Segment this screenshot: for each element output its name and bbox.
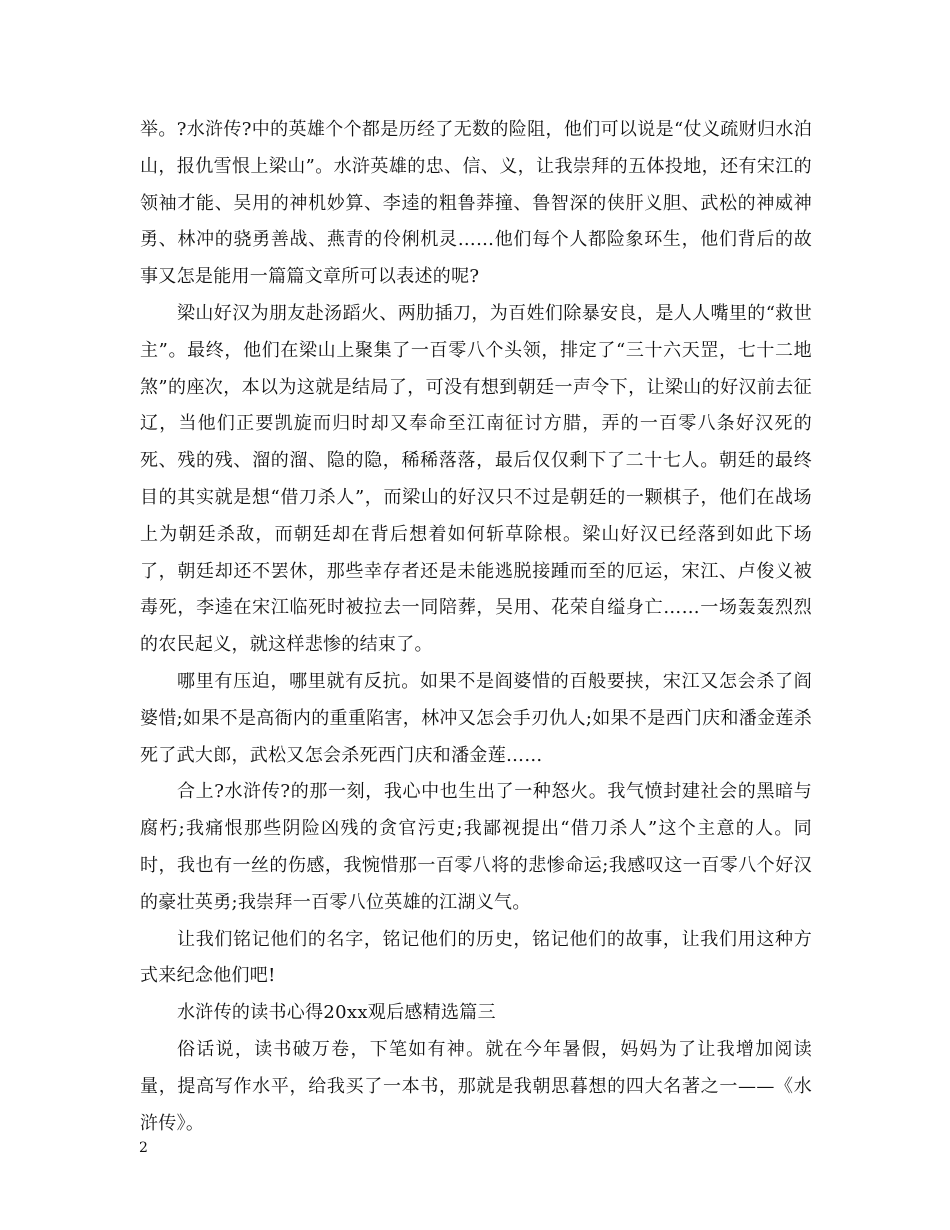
paragraph-1: 举。?水浒传?中的英雄个个都是历经了无数的险阻，他们可以说是“仗义疏财归水泊山，报仇雪恨上梁山”。水浒英雄的忠、信、义，让我崇拜的五体投地，还有宋江的领袖才能、吴用的神机妙算、李逵的粗鲁莽撞、鲁智深的侠肝义胆、武松的神威神勇、林冲的骁勇善战、燕青的伶俐机灵……他们每个人都险象环生，他们背后的故事又怎是能用一篇篇文章所可以表述的呢? xyxy=(140,119,812,288)
paragraph-6: 俗话说，读书破万卷，下笔如有神。就在今年暑假，妈妈为了让我增加阅读量，提高写作水平，给我买了一本书，那就是我朝思暮想的四大名著之一——《水浒传》。 xyxy=(140,1038,812,1134)
paragraph-4: 合上?水浒传?的那一刻，我心中也生出了一种怒火。我气愤封建社会的黑暗与腐朽;我痛恨那些阴险凶残的贪官污吏;我鄙视提出“借刀杀人”这个主意的人。同时，我也有一丝的伤感，我惋惜那一百零八将的悲惨命运;我感叹这一百零八个好汉的豪壮英勇;我崇拜一百零八位英雄的江湖义气。 xyxy=(140,781,812,913)
paragraph-2: 梁山好汉为朋友赴汤蹈火、两肋插刀，为百姓们除暴安良，是人人嘴里的“救世主”。最终，他们在梁山上聚集了一百零八个头领，排定了“三十六天罡，七十二地煞”的座次，本以为这就是结局了，可没有想到朝廷一声令下，让梁山的好汉前去征辽，当他们正要凯旋而归时却又奉命至江南征讨方腊，弄的一百零八条好汉死的死、残的残、溜的溜、隐的隐，稀稀落落，最后仅仅剩下了二十七人。朝廷的最终目的其实就是想“借刀杀人”，而梁山的好汉只不过是朝廷的一颗棋子，他们在战场上为朝廷杀敌，而朝廷却在背后想着如何斩草除根。梁山好汉已经落到如此下场了，朝廷却还不罢休，那些幸存者还是未能逃脱接踵而至的厄运，宋江、卢俊义被毒死，李逵在宋江临死时被拉去一同陪葬，吴用、花荣自缢身亡……一场轰轰烈烈的农民起义，就这样悲惨的结束了。 xyxy=(140,302,812,656)
paragraph-3: 哪里有压迫，哪里就有反抗。如果不是阎婆惜的百般要挟，宋江又怎会杀了阎婆惜;如果不是高衙内的重重陷害，林冲又怎会手刃仇人;如果不是西门庆和潘金莲杀死了武大郎，武松又怎会杀死西门庆和潘金莲…… xyxy=(140,670,812,766)
body-text xyxy=(140,112,812,1142)
page-number: 2 xyxy=(139,1140,148,1156)
section-heading: 水浒传的读书心得20xx观后感精选篇三 xyxy=(177,1002,496,1024)
paragraph-5: 让我们铭记他们的名字，铭记他们的历史，铭记他们的故事，让我们用这种方式来纪念他们吧! xyxy=(140,928,812,987)
